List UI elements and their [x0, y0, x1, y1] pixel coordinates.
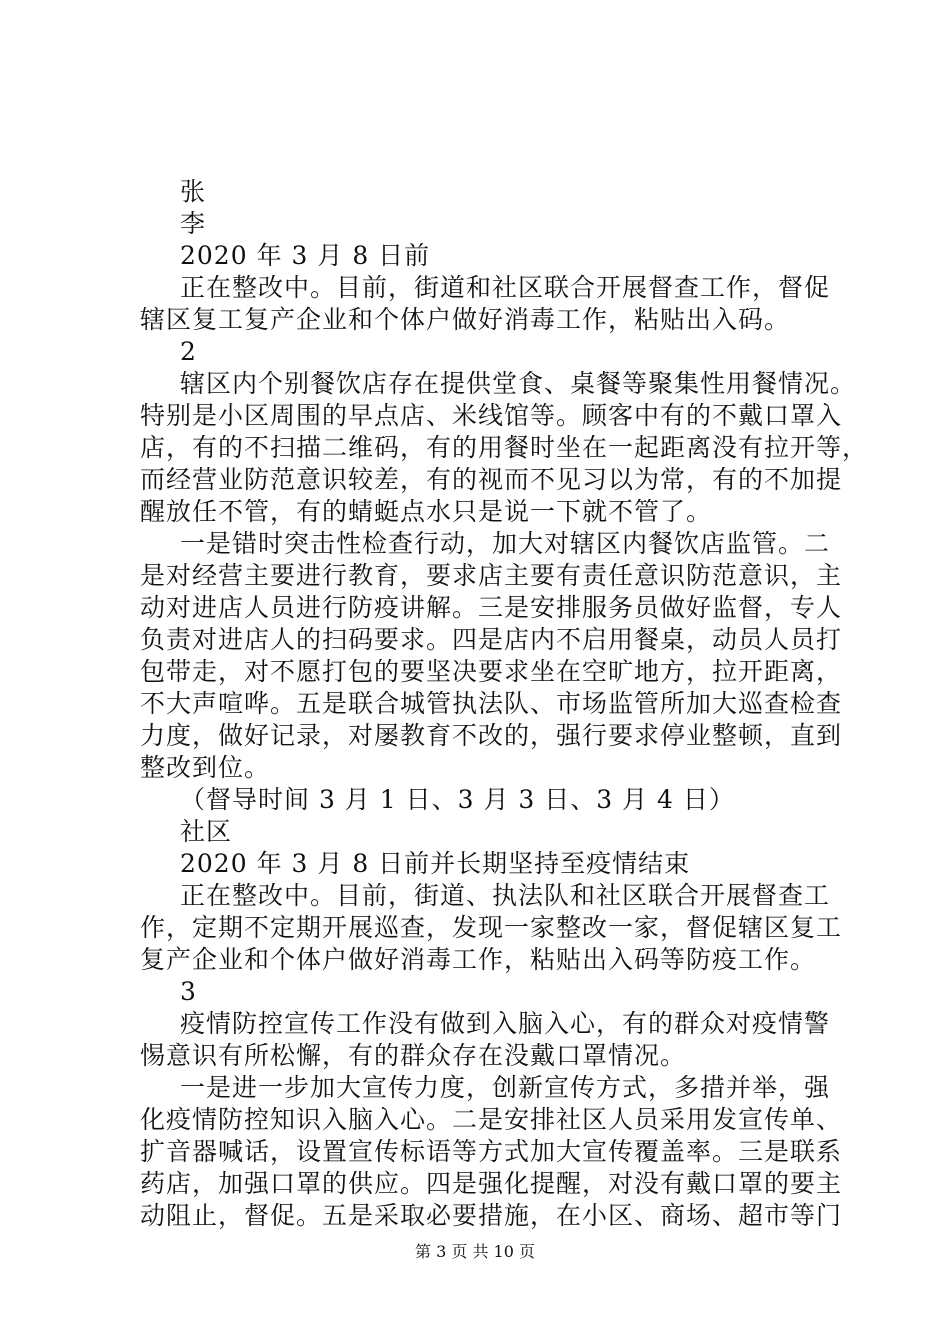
- document-body: [140, 176, 869, 1232]
- text-line: 正在整改中。目前，街道、执法队和社区联合开展督查工: [180, 881, 831, 910]
- text-line: 不大声喧哗。五是联合城管执法队、市场监管所加大巡查检查: [140, 689, 843, 718]
- text-line: 2: [180, 337, 197, 366]
- text-line: 动对进店人员进行防疫讲解。三是安排服务员做好监督，专人: [140, 593, 843, 622]
- text-line: 辖区复工复产企业和个体户做好消毒工作，粘贴出入码。: [140, 305, 791, 334]
- text-line: 张: [180, 177, 207, 206]
- text-line: 复产企业和个体户做好消毒工作，粘贴出入码等防疫工作。: [140, 945, 817, 974]
- text-line: 动阻止，督促。五是采取必要措施，在小区、商场、超市等门: [140, 1201, 843, 1230]
- text-line: 是对经营主要进行教育，要求店主要有责任意识防范意识，主: [140, 561, 843, 590]
- text-line: 负责对进店人的扫码要求。四是店内不启用餐桌，动员人员打: [140, 625, 843, 654]
- text-line: 整改到位。: [140, 753, 271, 782]
- text-line: 化疫情防控知识入脑入心。二是安排社区人员采用发宣传单、: [140, 1105, 843, 1134]
- text-line: 2020 年 3 月 8 日前并长期坚持至疫情结束: [180, 849, 691, 878]
- text-line: 正在整改中。目前，街道和社区联合开展督查工作，督促: [180, 273, 831, 302]
- text-line: （督导时间 3 月 1 日、3 月 3 日、3 月 4 日）: [180, 785, 735, 814]
- text-line: 药店，加强口罩的供应。四是强化提醒，对没有戴口罩的要主: [140, 1169, 843, 1198]
- text-line: 特别是小区周围的早点店、米线馆等。顾客中有的不戴口罩入: [140, 401, 843, 430]
- text-line: 醒放任不管，有的蜻蜓点水只是说一下就不管了。: [140, 497, 713, 526]
- text-line: 店，有的不扫描二维码，有的用餐时坐在一起距离没有拉开等，: [140, 433, 869, 462]
- text-line: 而经营业防范意识较差，有的视而不见习以为常，有的不加提: [140, 465, 843, 494]
- text-line: 惕意识有所松懈，有的群众存在没戴口罩情况。: [140, 1041, 687, 1070]
- text-line: 李: [180, 209, 207, 238]
- text-line: 社区: [180, 817, 233, 846]
- text-line: 疫情防控宣传工作没有做到入脑入心，有的群众对疫情警: [180, 1009, 831, 1038]
- text-line: 3: [180, 977, 197, 1006]
- text-line: 2020 年 3 月 8 日前: [180, 241, 431, 270]
- text-line: 辖区内个别餐饮店存在提供堂食、桌餐等聚集性用餐情况。: [180, 369, 857, 398]
- text-line: 一是进一步加大宣传力度，创新宣传方式，多措并举，强: [180, 1073, 831, 1102]
- text-line: 扩音器喊话，设置宣传标语等方式加大宣传覆盖率。三是联系: [140, 1137, 843, 1166]
- text-line: 一是错时突击性检查行动，加大对辖区内餐饮店监管。二: [180, 529, 831, 558]
- text-line: 作，定期不定期开展巡查，发现一家整改一家，督促辖区复工: [140, 913, 843, 942]
- page-footer: 第 3 页 共 10 页: [415, 1242, 535, 1261]
- text-line: 力度，做好记录，对屡教育不改的，强行要求停业整顿，直到: [140, 721, 843, 750]
- text-line: 包带走，对不愿打包的要坚决要求坐在空旷地方，拉开距离，: [140, 657, 843, 686]
